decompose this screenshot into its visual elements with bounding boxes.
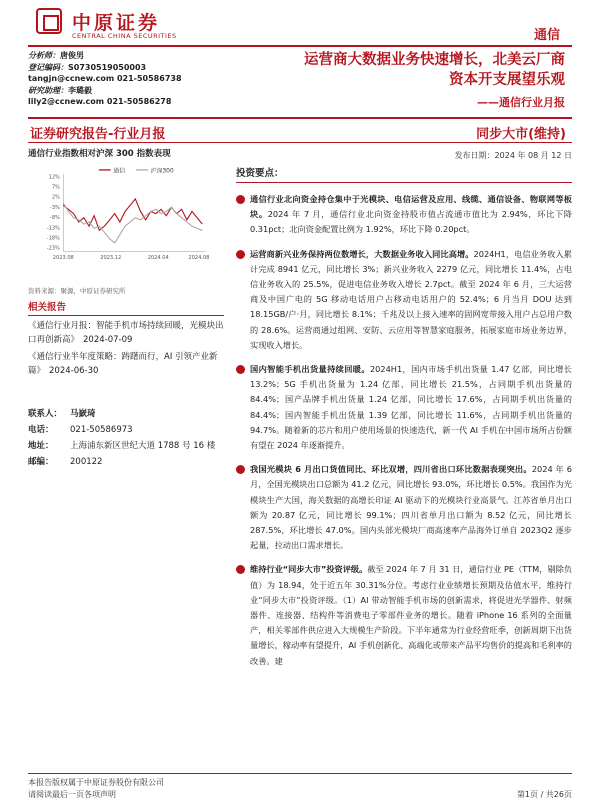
report-banner (28, 117, 572, 143)
chart-source: 资料来源：聚源，中原证券研究所 (28, 287, 126, 295)
report-title-line1: 运营商大数据业务快速增长，北美云厂商 (304, 52, 565, 68)
contact-person-label: 联系人： (28, 409, 63, 419)
chart-title: 通信行业指数相对沪深 300 指数表现 (28, 149, 171, 159)
contact-phone-label: 电话： (28, 425, 54, 435)
report-type: 证券研究报告-行业月报 (30, 127, 166, 142)
key-point-lead: 维持行业“同步大市”投资评级。 (250, 564, 368, 575)
company-name-en: CENTRAL CHINA SECURITIES (72, 32, 177, 40)
bullet-dot-icon (236, 365, 245, 374)
related-report-date: 2024-07-09 (83, 335, 133, 345)
reg-label: 登记编码： (28, 62, 68, 72)
key-points-heading: 投资要点： (236, 168, 284, 179)
analyst-info (28, 50, 213, 108)
right-column (236, 165, 572, 669)
key-point-lead: 国内智能手机出货量持续回暖。 (250, 364, 370, 375)
analyst-label: 分析师： (28, 51, 60, 60)
series-line-telecom (63, 199, 202, 230)
assistant-contact[interactable]: lily2@ccnew.com 021-50586278 (28, 97, 172, 106)
contact-phone: 021-50586973 (70, 425, 133, 435)
key-point (236, 462, 572, 553)
y-tick-label: 12% (48, 174, 60, 181)
analyst-name: 唐俊男 (60, 51, 84, 60)
key-point-text: 2024 年 7 月，通信行业北向资金持股市值占流通市值比为 2.94%，环比下降 0.31pct；北向资金配置比例为 1.92%，环比下降 0.20pct。 (250, 209, 572, 235)
x-tick-label: 2023.08 (52, 254, 74, 261)
report-title-block (215, 50, 565, 110)
report-title-line2: 资本开支展望乐观 (449, 72, 565, 88)
related-report-date: 2024-06-30 (49, 366, 99, 376)
bullet-dot-icon (236, 195, 245, 204)
key-point-text: 2024H1，国内市场手机出货量 1.47 亿部，同比增长 13.2%；5G 手机出货量为 1.24 亿部，同比增长 21.5%，占同期手机出货量的 84.4%；国产品牌手机出货量 1.24 亿部，同比增长 17.6%，占同期手机出货量的 84.4%；国内智能手机出货量 1.39 亿部，同比增长 11.6%，占同期手机出货量的 94.7%。随着新的芯片和用户使用场景的快速迭代，新一代 AI 手机在中国市场所占份额有望在 2024 年逐渐提升。 (250, 364, 572, 451)
assistant-label: 研究助理： (28, 85, 68, 95)
contact-info (28, 406, 224, 470)
y-tick-label: -13% (46, 225, 60, 232)
rating: 同步大市(维持) (476, 127, 566, 142)
header-divider (28, 45, 572, 47)
contact-zip-label: 邮编： (28, 457, 54, 467)
left-column (28, 148, 224, 378)
key-point (236, 192, 572, 238)
bullet-dot-icon (236, 250, 245, 259)
key-point-lead: 通信行业北向资金持仓集中于光模块、电信运营及应用、线缆、通信设备、物联网等板块。 (250, 194, 572, 220)
x-tick-label: 2024.08 (188, 254, 210, 261)
key-points-divider (236, 182, 572, 183)
industry-tag: 通信 (533, 28, 560, 43)
contact-address: 上海浦东新区世纪大道 1788 号 16 楼 (70, 441, 216, 451)
copyright-notice: 本报告版权属于中原证券股份有限公司 (28, 778, 164, 787)
key-point-text: 2024H1，电信业务收入累计完成 8941 亿元，同比增长 3%；新兴业务收入 2279 亿元，同比增长 11.4%，占电信业务收入的 25.5%，促进电信业务收入增长 2.7pct。截至 2024 年 6 月，三大运营商及中国广电的 5G 移动电话用户占移动电话用户的 52.4%；6 月当月 DOU 达到 18.15GB/户·月，同比增长 8.1%；千兆及以上接入速率的固网宽带接入用户占总用户数的 28.6%。运营商通过组网、安防、云应用等智慧家庭服务，拓展家庭市场业务边界，实现收入增长。 (250, 248, 572, 350)
contact-zip: 200122 (70, 457, 103, 467)
report-subtitle: ——通信行业月报 (477, 96, 565, 109)
related-report-item[interactable] (28, 350, 224, 378)
page-number: 第1页 / 共26页 (516, 790, 572, 799)
page-header (28, 6, 572, 46)
reg-code: S0730519050003 (68, 62, 147, 72)
assistant-name: 李璐毅 (68, 85, 92, 95)
related-report-title[interactable]: 《通信行业半年度策略：踌躇而行，AI 引领产业新篇》 (28, 352, 218, 376)
y-tick-label: -23% (46, 245, 60, 252)
key-point-text: 截至 2024 年 7 月 31 日，通信行业 PE（TTM，剔除负值）为 18.94，处于近五年 30.31%分位。考虑行业业绩增长预期及估值水平，维持行业“同步大市”投资评级。（1）AI 带动智能手机市场的创新需求，将促进光学器件、射频器件、连接器、结构件等消费电子零部件业务的增长。随着 iPhone 16 系列的全面量产，相关零部件供应进入大规模生产阶段。下半年通常为行业经营旺季，创新周期下出货量增长，稼动率有望提升，AI 手机创新化、高端化或带来产品平均售价的提高和毛利率的改善。建 (250, 564, 573, 666)
legend-label-telecom: 通信 (113, 167, 126, 175)
y-tick-label: -3% (50, 204, 60, 211)
x-tick-label: 2024.04 (147, 254, 169, 261)
y-tick-label: 2% (51, 194, 60, 201)
company-logo-icon (36, 8, 62, 34)
key-point (236, 362, 572, 453)
y-tick-label: -8% (50, 215, 60, 222)
related-report-title[interactable]: 《通信行业月报：智能手机市场持续回暖，光模块出口再创新高》 (28, 321, 224, 345)
y-tick-label: 7% (51, 184, 60, 191)
bullet-dot-icon (236, 565, 245, 574)
key-point (236, 247, 572, 353)
disclaimer-notice: 请阅读最后一页各项声明 (28, 790, 116, 799)
contact-address-label: 地址： (28, 441, 54, 451)
page-footer (28, 773, 572, 799)
key-point-lead: 我国光模块 6 月出口货值同比、环比双增，四川省出口环比数据表现突出。 (250, 464, 532, 475)
x-tick-label: 2023.12 (100, 254, 122, 261)
contact-person: 马嶔琦 (70, 409, 96, 419)
company-name-cn: 中原证券 (72, 12, 161, 34)
legend-label-hs300: 沪深300 (150, 167, 174, 175)
publish-date: 发布日期：2024 年 08 月 12 日 (454, 151, 572, 160)
key-point-text: 2024 年 6 月，全国光模块出口总额为 41.2 亿元，同比增长 93.0%，环比增长 0.5%。我国作为光模块生产大国，海关数据的高增长印证 AI 驱动下的光模块行业高景气。江苏省单月出口额为 20.87 亿元，同比增长 99.1%；四川省单月出口额为 8.52 亿元，同比增长 287.5%，环比增长 47.0%。国内头部光模块厂商高速率产品海外订单自 2023Q2 逐步起量，拉动出口需求增长。 (250, 464, 572, 551)
related-reports-title: 相关报告 (28, 299, 224, 316)
key-point (236, 562, 572, 668)
analyst-contact[interactable]: tangjn@ccnew.com 021-50586738 (28, 74, 182, 83)
key-point-lead: 运营商新兴业务保持两位数增长，大数据业务收入同比高增。 (250, 248, 474, 259)
bullet-dot-icon (236, 465, 245, 474)
index-performance-chart (28, 164, 224, 264)
related-report-item[interactable] (28, 319, 224, 347)
y-tick-label: -18% (46, 235, 60, 242)
